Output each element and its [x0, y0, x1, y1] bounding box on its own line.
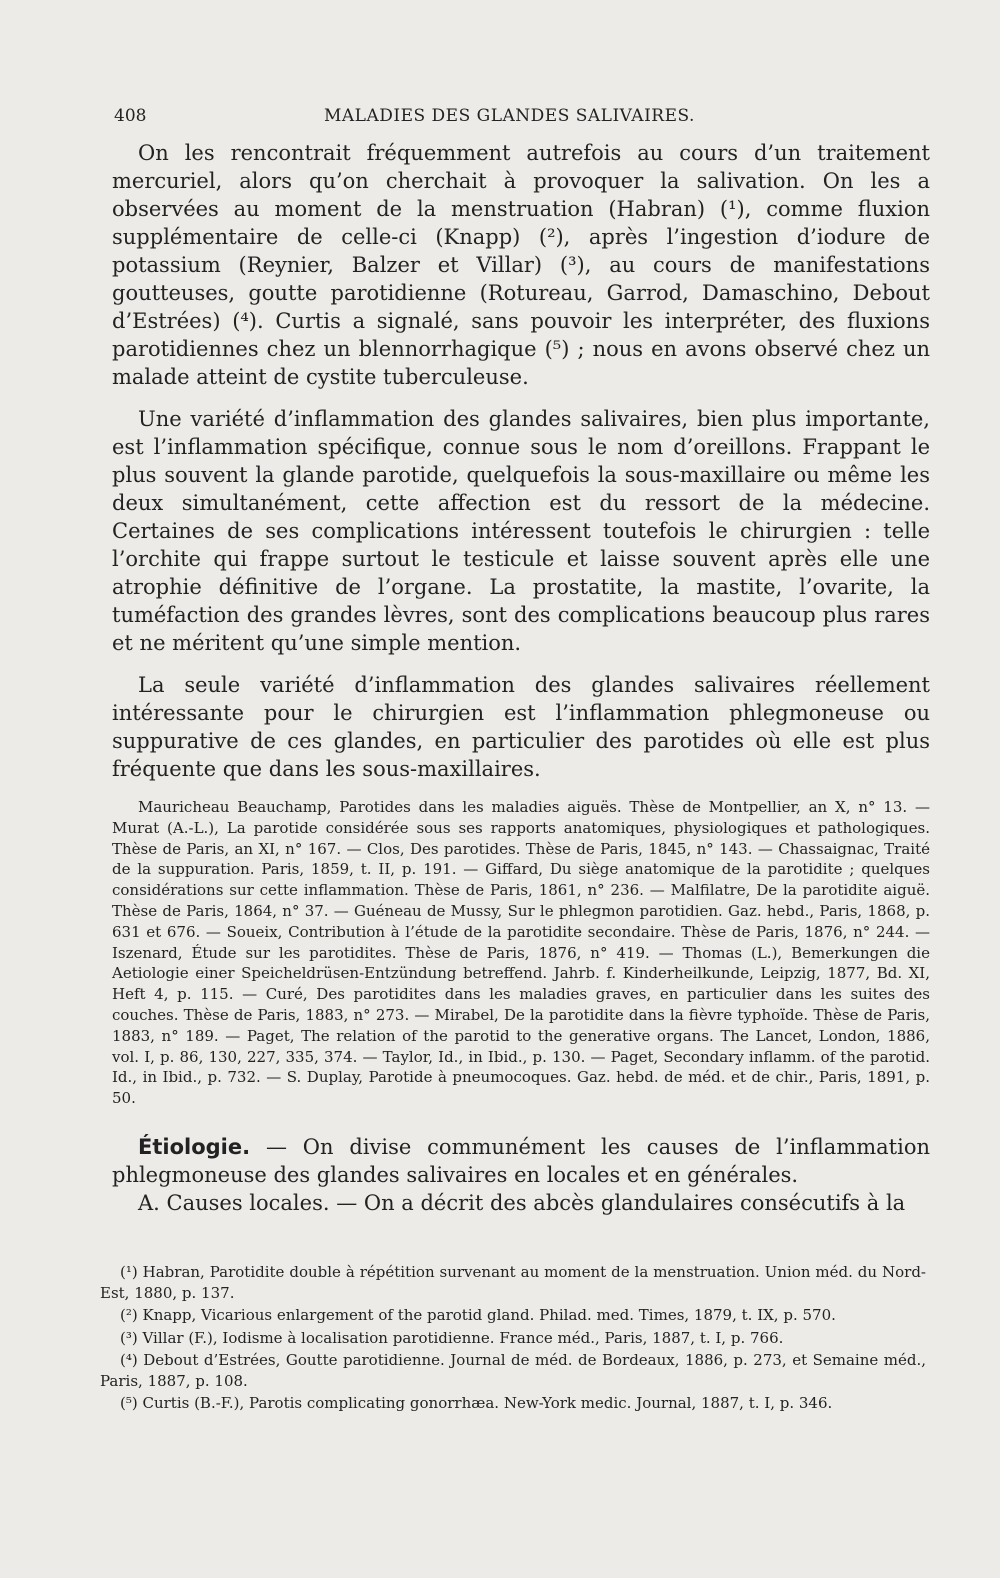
main-text — [112, 139, 930, 1217]
page-number: 408 — [114, 106, 147, 126]
etiologie-text: — On divise communément les causes de l’inflammation phlegmoneuse des glandes salivaires en locales et en générales. — [112, 1134, 930, 1187]
paragraph-2: Une variété d’inflammation des glandes salivaires, bien plus importante, est l’inflammation spécifique, connue sous le nom d’oreillons. Frappant le plus souvent la glande parotide, quelquefois la sous-maxillaire ou même les deux simultanément, cette affection est du ressort de la médecine. Certaines de ses complications intéressent toutefois le chirurgien : telle l’orchite qui frappe surtout le testicule et laisse souvent après elle une atrophie définitive de l’organe. La prostatite, la mastite, l’ovarite, la tuméfaction des grandes lèvres, sont des complications beaucoup plus rares et ne méritent qu’une simple mention. — [112, 407, 930, 655]
footnote-1: (¹) Habran, Parotidite double à répétition survenant au moment de la menstruation. Union méd. du Nord-Est, 1880, p. 137. — [100, 1263, 926, 1302]
page-header — [114, 104, 934, 132]
footnote-5: (⁵) Curtis (B.-F.), Parotis complicating gonorrhæa. New-York medic. Journal, 1887, t. I, p. 346. — [120, 1394, 833, 1412]
running-title: MALADIES DES GLANDES SALIVAIRES. — [324, 106, 695, 126]
etiologie-heading: Étiologie. — [138, 1134, 251, 1159]
paragraph-3: La seule variété d’inflammation des glandes salivaires réellement intéressante pour le chirurgien est l’inflammation phlegmoneuse ou suppurative de ces glandes, en particulier des parotides où elle est plus fréquente que dans les sous-maxillaires. — [112, 673, 930, 781]
causes-locales-paragraph: A. Causes locales. — On a décrit des abcès glandulaires consécutifs à la — [138, 1190, 906, 1215]
footnote-3: (³) Villar (F.), Iodisme à localisation parotidienne. France méd., Paris, 1887, t. I, p. 766. — [120, 1328, 784, 1347]
paragraph-1: On les rencontrait fréquemment autrefois au cours d’un traitement mercuriel, alors qu’on cherchait à provoquer la salivation. On les a observées au moment de la menstruation (Habran) (¹), comme fluxion supplémentaire de celle-ci (Knapp) (²), après l’ingestion d’iodure de potassium (Reynier, Balzer et Villar) (³), au cours de manifestations goutteuses, goutte parotidienne (Rotureau, Garrod, Damaschino, Debout d’Estrées) (⁴). Curtis a signalé, sans pouvoir les interpréter, des fluxions parotidiennes chez un blennorrhagique (⁵) ; nous en avons observé chez un malade atteint de cystite tuberculeuse. — [112, 141, 930, 389]
bibliography: Mauricheau Beauchamp, Parotides dans les maladies aiguës. Thèse de Montpellier, an X, n° 13. — Murat (A.-L.), La parotide considérée sous ses rapports anatomiques, physiologiques et pathologiques. Thèse de Paris, an XI, n° 167. — Clos, Des parotides. Thèse de Paris, 1845, n° 143. — Chassaignac, Traité de la suppuration. Paris, 1859, t. II, p. 191. — Giffard, Du siège anatomique de la parotidite ; quelques considérations sur cette inflammation. Thèse de Paris, 1861, n° 236. — Malfilatre, De la parotidite aiguë. Thèse de Paris, 1864, n° 37. — Guéneau de Mussy, Sur le phlegmon parotidien. Gaz. hebd., Paris, 1868, p. 631 et 676. — Soueix, Contribution à l’étude de la parotidite secondaire. Thèse de Paris, 1876, n° 244. — Iszenard, Étude sur les parotidites. Thèse de Paris, 1876, n° 419. — Thomas (L.), Bemerkungen die Aetiologie einer Speicheldrüsen-Entzündung betreffend. Jahrb. f. Kinderheilkunde, Leipzig, 1877, Bd. XI, Heft 4, p. 115. — Curé, Des parotidites dans les maladies graves, en particulier dans les suites des couches. Thèse de Paris, 1883, n° 273. — Mirabel, De la parotidite dans la fièvre typhoïde. Thèse de Paris, 1883, n° 189. — Paget, The relation of the parotid to the generative organs. The Lancet, London, 1886, vol. I, p. 86, 130, 227, 335, 374. — Taylor, Id., in Ibid., p. 130. — Paget, Secondary inflamm. of the parotid. Id., in Ibid., p. 732. — S. Duplay, Parotide à pneumocoques. Gaz. hebd. de méd. et de chir., Paris, 1891, p. 50. — [112, 798, 930, 1108]
etiologie-paragraph — [112, 1133, 930, 1189]
footnote-4: (⁴) Debout d’Estrées, Goutte parotidienne. Journal de méd. de Bordeaux, 1886, p. 273, et Semaine méd., Paris, 1887, p. 108. — [100, 1351, 926, 1390]
footnotes — [100, 1262, 926, 1416]
footnote-2: (²) Knapp, Vicarious enlargement of the parotid gland. Philad. med. Times, 1879, t. IX, p. 570. — [120, 1306, 836, 1324]
